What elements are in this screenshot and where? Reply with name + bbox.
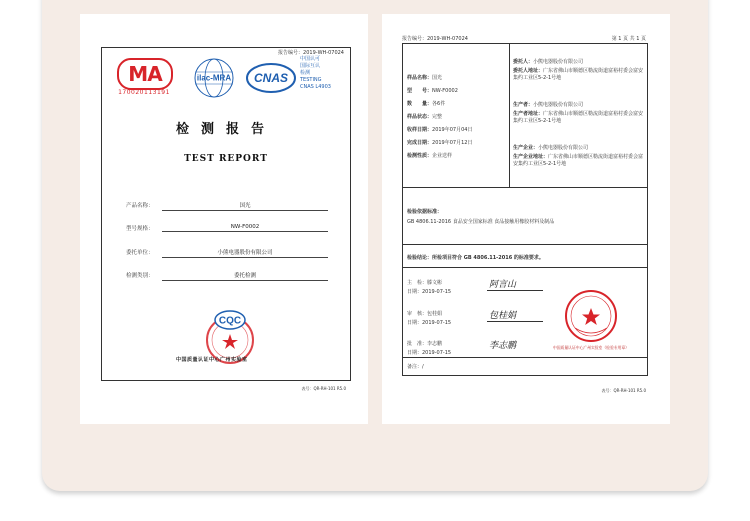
signer-name: 滕文彬: [427, 280, 443, 286]
signer-role: 主 检：: [407, 280, 428, 286]
test-type-value: 委托检测: [162, 271, 328, 281]
client-value: 小熊电器股份有限公司: [533, 59, 584, 65]
sample-name-label: 样品名称：: [407, 75, 433, 81]
form-number: 表号：QR-RH-101 R5.0: [601, 388, 646, 393]
cnas-logo: [245, 56, 297, 100]
ilac-mra-logo: [192, 56, 236, 100]
report-table: [402, 43, 648, 376]
cnas-caption-line: 中国认可: [300, 56, 321, 62]
completed-date-row: [407, 139, 472, 146]
test-nature-row: [407, 152, 452, 159]
factory-address-value: 广东省佛山市顺德区勒流街道富裕村委会富安集约工业区5-2-1号地: [513, 154, 644, 167]
conclusion-text: 所检项目符合 GB 4806.11-2016 的标准要求。: [432, 255, 544, 261]
factory-row: [513, 144, 588, 151]
client-address-label: 委托人地址：: [513, 68, 544, 74]
signer-date: 日期：2019-07-15: [407, 289, 452, 295]
signer-date: 日期：2019-07-15: [407, 350, 452, 356]
model-row: [407, 87, 458, 94]
page-header: [402, 35, 646, 43]
ilac-text: ilac-MRA: [196, 73, 232, 83]
signature: 李志鹏: [489, 341, 517, 351]
model-label: 型号规格：: [126, 226, 154, 232]
cnas-caption-line: 检测: [300, 70, 311, 76]
signer-row: [407, 310, 442, 317]
quantity-value: 各6件: [432, 101, 446, 107]
report-title-en: TEST REPORT: [184, 154, 268, 164]
maker-value: 小熊电器股份有限公司: [533, 102, 584, 108]
report-number: 报告编号：2019-WH-07024: [402, 36, 468, 42]
completed-date-label: 完成日期：: [407, 140, 433, 146]
report-data-page: [402, 36, 646, 393]
conclusion-title: 检验结论：: [407, 255, 433, 261]
cnas-caption-line: TESTING: [300, 77, 322, 83]
received-date-row: [407, 126, 472, 133]
report-title-cn: 检测报告: [175, 122, 276, 137]
sample-name-row: [407, 74, 442, 81]
model-label: 型 号：: [407, 88, 433, 94]
model-value: NW-F0002: [432, 88, 458, 94]
cnas-caption-line: 国际互认: [300, 63, 321, 69]
factory-address-row: [513, 154, 645, 168]
cnas-caption-line: CNAS L4903: [300, 84, 331, 90]
test-nature-label: 检测性质：: [407, 153, 433, 159]
quantity-row: [407, 100, 445, 107]
basis-title: [407, 208, 442, 215]
signer-date: 日期：2019-07-15: [407, 320, 452, 326]
client-address-value: 广东省佛山市顺德区勒流街道富裕村委会富安集约工业区5-2-1号地: [513, 68, 644, 81]
test-type-label: 检测类别：: [126, 273, 154, 279]
signer-row: [407, 279, 442, 286]
signer-name: 李志鹏: [427, 341, 443, 347]
maker-address-label: 生产者地址：: [513, 111, 544, 117]
model-value: NW-F0002: [162, 224, 328, 232]
cma-number: 170020113191: [118, 89, 170, 96]
test-nature-value: 企业送样: [432, 153, 453, 159]
cnas-caption: [300, 56, 348, 91]
seal-caption: 中国质量认证中心广州实验室（检验专用章）: [553, 345, 629, 350]
received-date-label: 收样日期：: [407, 127, 433, 133]
signature: 包桂娟: [489, 311, 517, 321]
conclusion-row: [407, 254, 544, 261]
signer-role: 审 核：: [407, 311, 428, 317]
maker-address-value: 广东省佛山市顺德区勒流街道富裕村委会富安集约工业区5-2-1号地: [513, 111, 644, 124]
remark-row: [407, 363, 424, 370]
remark-value: /: [422, 364, 424, 370]
maker-row: [513, 101, 583, 108]
completed-date-value: 2019年07月12日: [432, 140, 473, 146]
remark-label: 备注：: [407, 364, 423, 370]
client-label: 委托单位：: [126, 250, 154, 256]
cma-mark: MA: [117, 58, 173, 90]
state-value: 完整: [432, 114, 443, 120]
lab-name: 中国质量认证中心广州实验室: [176, 357, 248, 363]
report-cover-page: [101, 47, 351, 391]
client-row: [513, 58, 583, 65]
factory-value: 小熊电器股份有限公司: [538, 145, 589, 151]
sample-name-value: 国光: [432, 75, 443, 81]
cnas-text: CNAS: [253, 71, 289, 85]
cqc-text: CQC: [218, 315, 242, 327]
cma-logo: [114, 58, 174, 98]
product-name-label: 产品名称：: [126, 203, 154, 209]
received-date-value: 2019年07月04日: [432, 127, 473, 133]
basis-text: GB 4806.11-2016 食品安全国家标准 食品接触用橡胶材料及制品: [407, 219, 555, 225]
inspection-seal: [563, 288, 619, 344]
signer-row: [407, 340, 442, 347]
quantity-label: 数 量：: [407, 101, 433, 107]
report-number: 报告编号：2019-WH-07024: [278, 50, 344, 56]
page-number: 第 1 页 共 1 页: [611, 36, 646, 42]
client-label: 委托人：: [513, 59, 534, 65]
form-number: 表号：QR-RH-101 R5.0: [301, 386, 346, 391]
factory-label: 生产企业：: [513, 145, 539, 151]
state-label: 样品状态：: [407, 114, 433, 120]
state-row: [407, 113, 442, 120]
product-name-value: 国光: [162, 201, 328, 211]
factory-address-label: 生产企业地址：: [513, 154, 549, 160]
basis-title-text: 检验依据标准：: [407, 209, 443, 215]
client-address-row: [513, 68, 645, 82]
signer-name: 包桂娟: [427, 311, 443, 317]
client-value: 小熊电器股份有限公司: [162, 248, 328, 258]
maker-label: 生产者：: [513, 102, 534, 108]
signature: 阿言山: [489, 280, 517, 290]
signer-role: 批 准：: [407, 341, 428, 347]
maker-address-row: [513, 111, 645, 125]
